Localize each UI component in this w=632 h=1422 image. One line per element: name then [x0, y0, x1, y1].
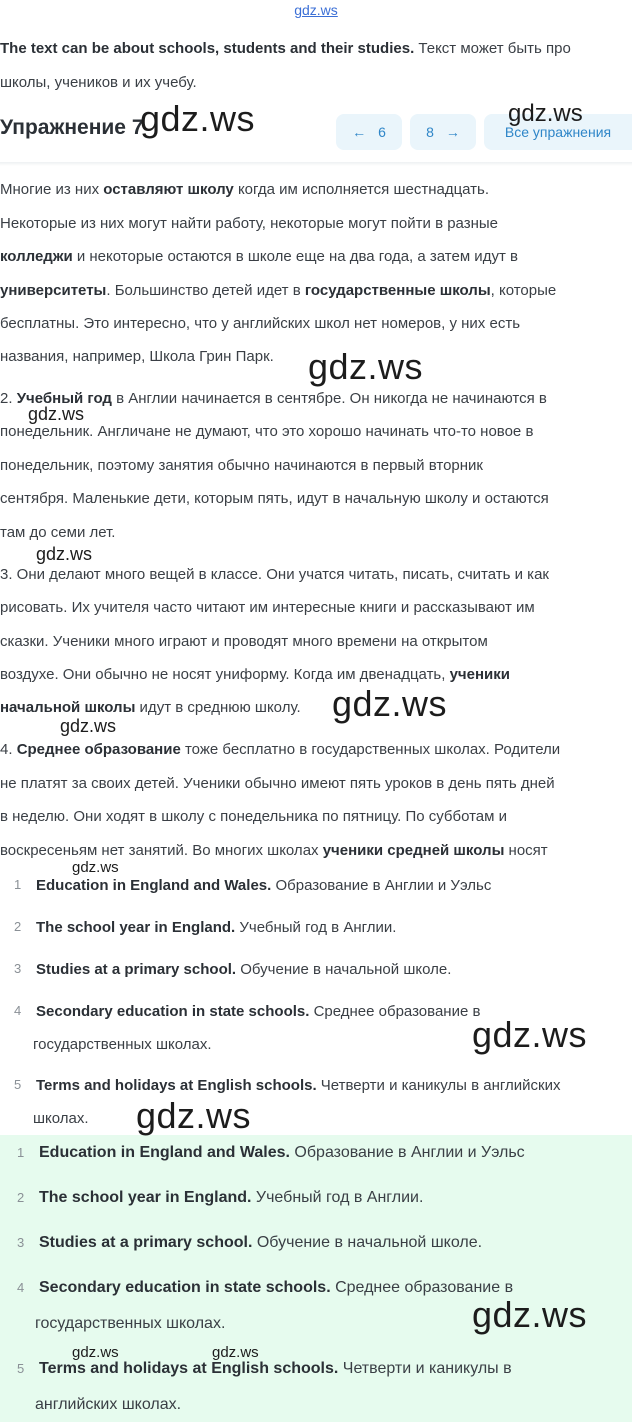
- watermark: gdz.ws: [36, 544, 93, 564]
- para3-line-5: [0, 698, 301, 718]
- bold-span: ученики средней школы: [322, 842, 505, 859]
- bold-span: колледжи: [0, 248, 73, 265]
- watermark: gdz.ws: [28, 404, 85, 424]
- text-span: Четверти и каникулы в английских: [316, 1077, 561, 1094]
- list-item-continuation: школах.: [33, 1110, 89, 1127]
- watermark: gdz.ws: [60, 716, 117, 736]
- list-number: 3: [14, 961, 22, 976]
- all-exercises-label: Все упражнения: [504, 124, 612, 140]
- bold-span: университеты: [0, 282, 107, 299]
- list-item: [39, 1359, 512, 1379]
- para4-line-3: в неделю. Они ходят в школу с понедельника по пятницу. По субботам и: [0, 808, 508, 825]
- text-span: 4.: [0, 741, 17, 758]
- para3-line-1: 3. Они делают много вещей в классе. Они учатся читать, писать, считать и как: [0, 566, 549, 583]
- para1-line-2: Некоторые из них могут найти работу, некоторые могут пойти в разные: [0, 215, 499, 232]
- arrow-left-icon: ←: [352, 124, 367, 140]
- list-item: [36, 1002, 480, 1022]
- para4-line-2: не платят за своих детей. Ученики обычно имеют пять уроков в день пять дней: [0, 775, 555, 792]
- next-exercise-button[interactable]: [410, 114, 476, 150]
- list-number: 2: [17, 1190, 25, 1205]
- para1-line-4: [0, 281, 556, 301]
- para2-line-3: понедельник, поэтому занятия обычно начинаются в первый вторник: [0, 457, 483, 474]
- prev-exercise-button[interactable]: [336, 114, 402, 150]
- text-span: Многие из них: [0, 181, 104, 198]
- para4-line-4: [0, 841, 548, 861]
- site-link[interactable]: gdz.ws: [294, 2, 338, 18]
- text-span: и некоторые остаются в школе еще на два года, а затем идут в: [72, 248, 518, 265]
- intro-line-2: школы, учеников и их учебу.: [0, 74, 197, 91]
- watermark: gdz.ws: [72, 1344, 119, 1361]
- bold-span: Учебный год: [16, 390, 112, 407]
- watermark: gdz.ws: [136, 1095, 252, 1136]
- header-divider: [0, 162, 632, 166]
- text-span: идут в среднюю школу.: [135, 699, 301, 716]
- list-item: [39, 1233, 482, 1253]
- para1-line-6: названия, например, Школа Грин Парк.: [0, 348, 274, 365]
- list-item: [39, 1143, 525, 1163]
- text-span: Среднее образование в: [330, 1279, 514, 1296]
- list-number: 3: [17, 1235, 25, 1250]
- para1-line-5: бесплатны. Это интересно, что у английских школ нет номеров, у них есть: [0, 315, 521, 332]
- bold-span: The school year in England.: [36, 919, 236, 936]
- list-number: 5: [17, 1361, 25, 1376]
- prev-exercise-label: 6: [378, 124, 386, 140]
- intro-text: Текст может быть про: [414, 40, 571, 57]
- list-item-continuation: государственных школах.: [33, 1036, 212, 1053]
- text-span: тоже бесплатно в государственных школах. Родители: [180, 741, 561, 758]
- para3-line-4: [0, 665, 510, 685]
- bold-span: государственные школы: [304, 282, 491, 299]
- text-span: 2.: [0, 390, 17, 407]
- bold-span: Terms and holidays at English schools.: [36, 1077, 317, 1094]
- list-number: 4: [14, 1003, 22, 1018]
- list-item-continuation: английских школах.: [35, 1396, 182, 1413]
- bold-span: Education in England and Wales.: [39, 1144, 290, 1161]
- list-item-continuation: государственных школах.: [35, 1315, 226, 1332]
- list-number: 4: [17, 1280, 25, 1295]
- bold-span: Studies at a primary school.: [39, 1234, 253, 1251]
- para2-line-5: там до семи лет.: [0, 524, 116, 541]
- watermark: gdz.ws: [472, 1294, 588, 1335]
- text-span: когда им исполняется шестнадцать.: [233, 181, 490, 198]
- watermark: gdz.ws: [212, 1344, 259, 1361]
- watermark: gdz.ws: [332, 683, 448, 724]
- para3-line-2: рисовать. Их учителя часто читают им интересные книги и рассказывают им: [0, 599, 535, 616]
- text-span: Среднее образование в: [309, 1003, 481, 1020]
- list-item: [36, 1076, 560, 1096]
- text-span: . Большинство детей идет в: [106, 282, 305, 299]
- bold-span: начальной школы: [0, 699, 136, 716]
- watermark: gdz.ws: [508, 100, 583, 127]
- text-span: Четверти и каникулы в: [338, 1360, 512, 1377]
- para2-line-2: понедельник. Англичане не думают, что это хорошо начинать что-то новое в: [0, 423, 534, 440]
- text-span: Образование в Англии и Уэльс: [271, 877, 492, 894]
- watermark: gdz.ws: [140, 98, 256, 139]
- list-number: 2: [14, 919, 22, 934]
- text-span: в Англии начинается в сентябре. Он никогда не начинаются в: [111, 390, 547, 407]
- bold-span: The school year in England.: [39, 1189, 252, 1206]
- list-number: 5: [14, 1077, 22, 1092]
- list-item: [36, 876, 491, 896]
- text-span: Учебный год в Англии.: [251, 1189, 424, 1206]
- page-title: Упражнение 7: [0, 116, 144, 139]
- list-item: [39, 1278, 513, 1298]
- bold-span: Studies at a primary school.: [36, 961, 237, 978]
- bold-span: Среднее образование: [16, 741, 181, 758]
- para3-line-3: сказки. Ученики много играют и проводят много времени на открытом: [0, 633, 488, 650]
- bold-span: Secondary education in state schools.: [36, 1003, 310, 1020]
- text-span: Обучение в начальной школе.: [236, 961, 452, 978]
- text-span: Обучение в начальной школе.: [252, 1234, 483, 1251]
- text-span: воскресеньям нет занятий. Во многих школах: [0, 842, 323, 859]
- para1-line-3: [0, 247, 518, 267]
- para2-line-4: сентября. Маленькие дети, которым пять, идут в начальную школу и остаются: [0, 490, 549, 507]
- para1-line-1: [0, 180, 489, 200]
- bold-span: оставляют школу: [103, 181, 234, 198]
- text-span: носят: [504, 842, 548, 859]
- intro-bold: The text can be about schools, students and their studies.: [0, 40, 415, 57]
- text-span: , которые: [490, 282, 557, 299]
- list-number: 1: [17, 1145, 25, 1160]
- text-span: Образование в Англии и Уэльс: [289, 1144, 525, 1161]
- watermark: gdz.ws: [472, 1014, 588, 1055]
- arrow-right-icon: →: [445, 124, 460, 140]
- bold-span: Education in England and Wales.: [36, 877, 272, 894]
- watermark: gdz.ws: [308, 346, 424, 387]
- bold-span: Secondary education in state schools.: [39, 1279, 331, 1296]
- intro-line-1: [0, 39, 571, 59]
- bold-span: ученики: [449, 666, 510, 683]
- bold-span: Terms and holidays at English schools.: [39, 1360, 339, 1377]
- text-span: Учебный год в Англии.: [235, 919, 397, 936]
- list-item: [36, 918, 396, 938]
- list-number: 1: [14, 877, 22, 892]
- text-span: воздухе. Они обычно не носят униформу. Когда им двенадцать,: [0, 666, 450, 683]
- list-item: [39, 1188, 423, 1208]
- para4-line-1: [0, 740, 560, 760]
- watermark: gdz.ws: [72, 859, 119, 876]
- list-item: [36, 960, 451, 980]
- next-exercise-label: 8: [426, 124, 434, 140]
